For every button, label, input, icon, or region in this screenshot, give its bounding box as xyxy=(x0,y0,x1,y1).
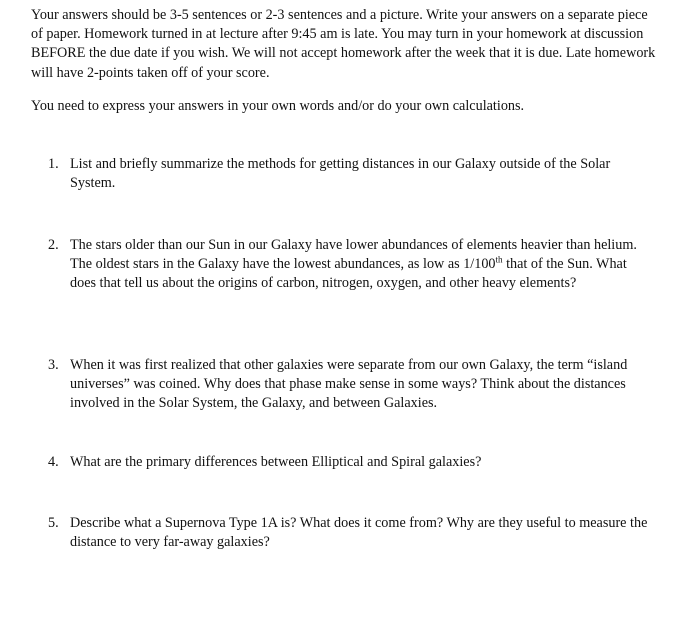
question-1 xyxy=(48,155,653,193)
question-number: 5. xyxy=(48,515,59,531)
own-words-note: You need to express your answers in your own words and/or do your own calculations. xyxy=(31,98,525,114)
question-4 xyxy=(48,453,653,472)
question-5 xyxy=(48,514,653,552)
question-text: Describe what a Supernova Type 1A is? What does it come from? Why are they useful to measure the distance to very far-away galaxies? xyxy=(70,515,648,550)
question-3 xyxy=(48,356,653,413)
question-text: List and briefly summarize the methods for getting distances in our Galaxy outside of the Solar System. xyxy=(70,156,611,191)
question-2 xyxy=(48,236,653,293)
question-text-part: The stars older than our Sun in our Galaxy have lower abundances of elements heavier than helium. The oldest stars in the Galaxy have the lowest abundances, as low as 1/100 xyxy=(70,237,637,272)
question-number: 4. xyxy=(48,454,59,470)
question-text: What are the primary differences between Elliptical and Spiral galaxies? xyxy=(70,454,482,470)
instructions-paragraph: Your answers should be 3-5 sentences or 2-3 sentences and a picture. Write your answers on a separate piece of paper. Homework turned in at lecture after 9:45 am is late. You may turn in your homework at discussion BEFORE the due date if you wish. We will not accept homework after the week that it is due. Late homework will have 2-points taken off of your score. xyxy=(31,7,656,81)
question-text-part: that of the Sun. What does that tell us about the origins of carbon, nitrogen, oxygen, and other heavy elements? xyxy=(70,256,627,291)
question-text: When it was first realized that other galaxies were separate from our own Galaxy, the term “island universes” was coined. Why does that phase make sense in some ways? Think about the distances involved in the Solar System, the Galaxy, and between Galaxies. xyxy=(70,357,628,411)
question-number: 2. xyxy=(48,237,59,253)
question-number: 3. xyxy=(48,357,59,373)
question-text xyxy=(48,236,653,293)
question-number: 1. xyxy=(48,156,59,172)
superscript: th xyxy=(495,254,503,265)
